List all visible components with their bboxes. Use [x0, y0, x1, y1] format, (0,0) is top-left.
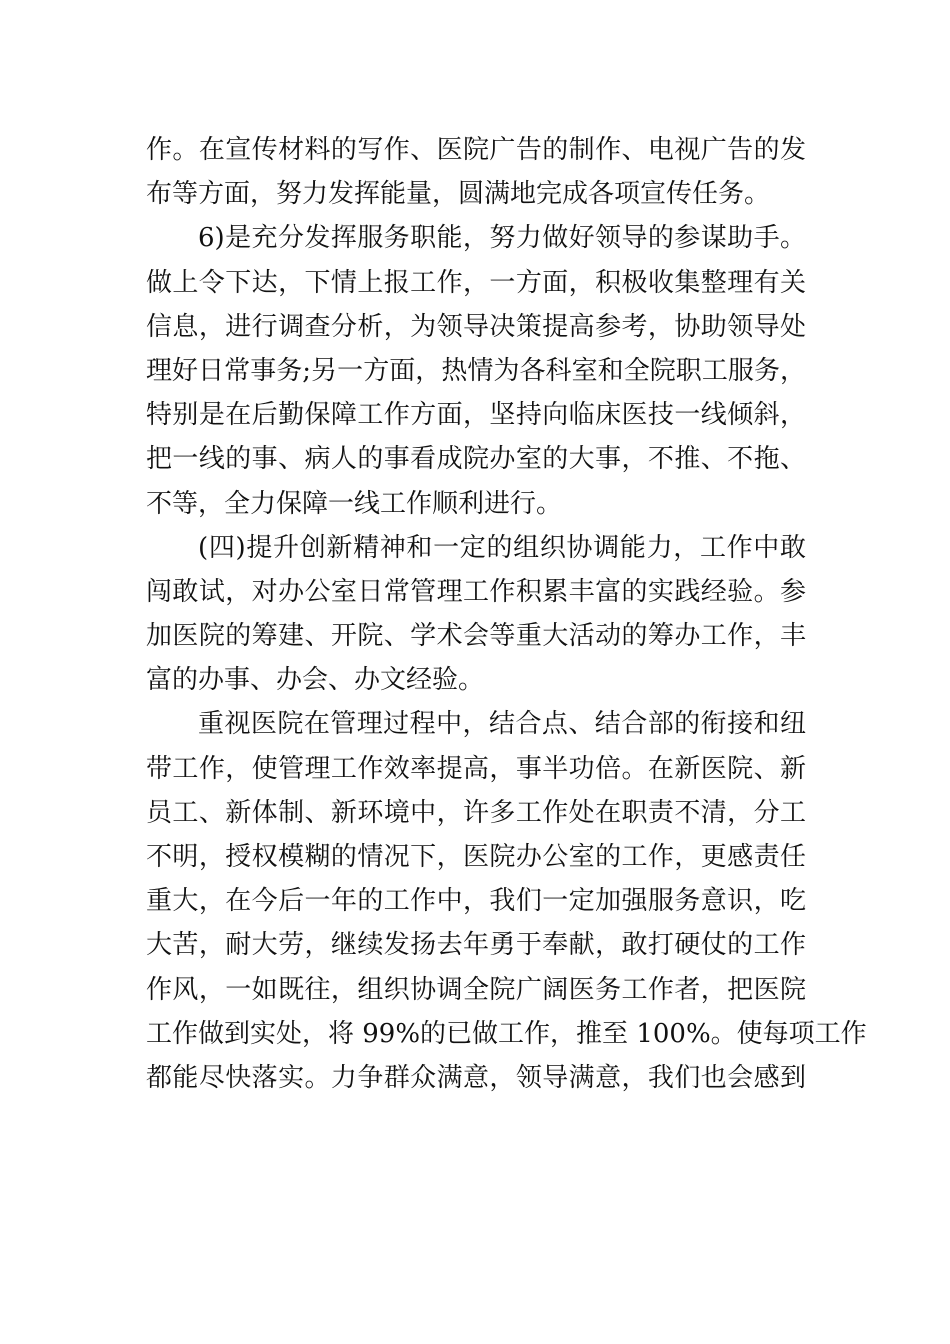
text-line: 重视医院在管理过程中，结合点、结合部的衔接和纽 [198, 709, 806, 740]
text-line: 带工作，使管理工作效率提高，事半功倍。在新医院、新 [146, 753, 806, 784]
text-line: 不明，授权模糊的情况下，医院办公室的工作，更感责任 [146, 842, 806, 872]
body-text [146, 128, 867, 1100]
text-line: 理好日常事务;另一方面，热情为各科室和全院职工服务， [146, 355, 806, 386]
text-line: 都能尽快落实。力争群众满意，领导满意，我们也会感到 [146, 1062, 806, 1093]
text-line: 工作做到实处，将 99%的已做工作，推至 100%。使每项工作 [146, 1018, 867, 1049]
text-line: 信息，进行调查分析，为领导决策提高参考，协助领导处 [146, 311, 806, 342]
text-line: 重大，在今后一年的工作中，我们一定加强服务意识，吃 [146, 886, 806, 917]
text-line: 6)是充分发挥服务职能，努力做好领导的参谋助手。 [198, 223, 806, 254]
text-line: 富的办事、办会、办文经验。 [146, 665, 485, 696]
text-line: 特别是在后勤保障工作方面，坚持向临床医技一线倾斜， [146, 400, 806, 431]
text-line: 大苦，耐大劳，继续发扬去年勇于奉献，敢打硬仗的工作 [146, 930, 806, 961]
text-line: 加医院的筹建、开院、学术会等重大活动的筹办工作，丰 [146, 621, 806, 652]
text-line: 作。在宣传材料的写作、医院广告的制作、电视广告的发 [146, 135, 806, 165]
text-line: 把一线的事、病人的事看成院办室的大事，不推、不拖、 [146, 444, 806, 475]
text-line: 做上令下达，下情上报工作，一方面，积极收集整理有关 [146, 267, 806, 298]
text-line: 作风，一如既往，组织协调全院广阔医务工作者，把医院 [146, 974, 806, 1005]
text-line: (四)提升创新精神和一定的组织协调能力，工作中敢 [198, 532, 806, 563]
text-line: 不等，全力保障一线工作顺利进行。 [146, 488, 563, 519]
text-line: 布等方面，努力发挥能量，圆满地完成各项宣传任务。 [146, 179, 771, 210]
text-line: 闯敢试，对办公室日常管理工作积累丰富的实践经验。参 [146, 576, 806, 607]
text-line: 员工、新体制、新环境中，许多工作处在职责不清，分工 [146, 797, 806, 828]
